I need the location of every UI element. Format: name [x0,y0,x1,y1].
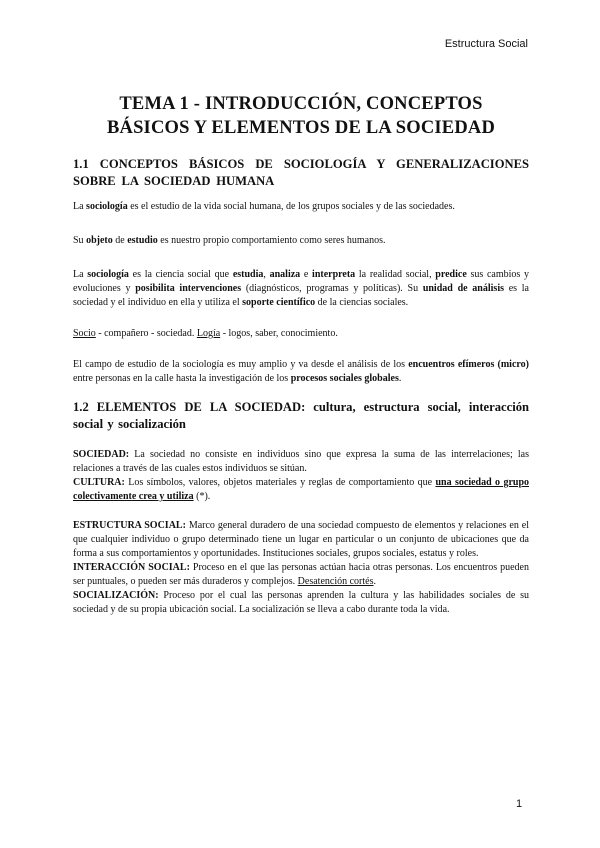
section-1-heading: 1.1 CONCEPTOS BÁSICOS DE SOCIOLOGÍA Y GENERALIZACIONES SOBRE LA SOCIEDAD HUMANA [73,157,529,188]
paragraph-etimologia: Socio - compañero - sociedad. Logía - logos, saber, conocimiento. [73,328,338,339]
definition-sociedad: SOCIEDAD: La sociedad no consiste en individuos sino que expresa la suma de las interrelaciones; las relaciones a través de las cuales estos individuos se sitúan. [73,449,529,474]
section-2-heading: 1.2 ELEMENTOS DE LA SOCIEDAD: cultura, estructura social, interacción social y socialización [73,400,529,431]
paragraph-ciencia-social: La sociología es la ciencia social que estudia, analiza e interpreta la realidad social, predice sus cambios y evoluciones y posibilita intervenciones (diagnósticos, programas y políticas). Su unidad de análisis es la sociedad y el individuo en ella y utiliza el soporte científico de la ciencias sociales. [73,269,530,308]
definition-estructura-social: ESTRUCTURA SOCIAL: Marco general duradero de una sociedad compuesto de elementos y relaciones en el que cualquier individuo o grupo determinado tiene un lugar en particular o un conjunto de ubicaciones que da forma a sus comportamientos y oportunidades. Instituciones sociales, grupos sociales, estatus y roles. [73,520,529,559]
definition-cultura: CULTURA: Los símbolos, valores, objetos materiales y reglas de comportamiento que una sociedad o grupo colectivamente crea y utiliza (*). [73,477,530,502]
document-title [73,92,529,140]
paragraph-campo-estudio: El campo de estudio de la sociología es muy amplio y va desde el análisis de los encuentros efímeros (micro) entre personas en la calle hasta la investigación de los procesos sociales globales. [73,359,529,384]
document-body [73,92,529,617]
title-line-2: BÁSICOS Y ELEMENTOS DE LA SOCIEDAD [106,118,496,138]
page-number: 1 [516,798,523,810]
definition-interaccion-social: INTERACCIÓN SOCIAL: Proceso en el que las personas actúan hacia otras personas. Los encuentros pueden ser puntuales, o pueden ser más duraderos y complejos. Desatención cortés. [73,562,529,587]
title-line-1: TEMA 1 - INTRODUCCIÓN, CONCEPTOS [119,94,483,114]
paragraph-sociologia-definition: La sociología es el estudio de la vida social humana, de los grupos sociales y de las sociedades. [73,201,455,212]
paragraph-objeto-estudio: Su objeto de estudio es nuestro propio comportamiento como seres humanos. [73,235,386,246]
running-header: Estructura Social [444,38,528,50]
definition-socializacion: SOCIALIZACIÓN: Proceso por el cual las personas aprenden la cultura y las habilidades sociales de su sociedad y de su propia ubicación social. La socialización se lleva a cabo durante toda la vida. [73,590,529,615]
